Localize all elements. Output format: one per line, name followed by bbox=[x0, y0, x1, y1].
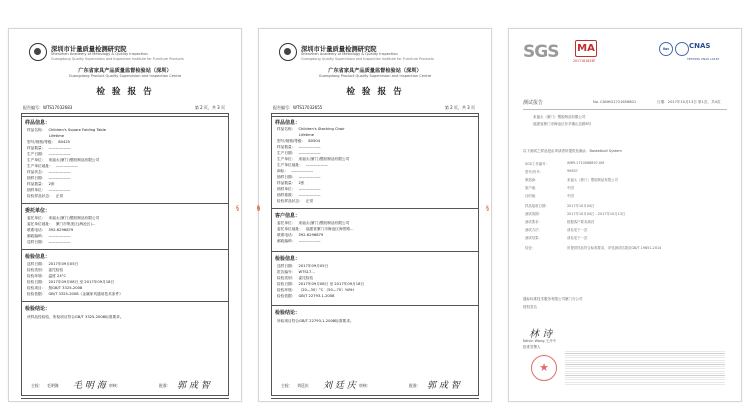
field-row: 样品数量： 2套 bbox=[27, 182, 55, 186]
institute-subtitle-en: Guangdong Quality Supervision and Inspection Institute for Furniture Products bbox=[301, 57, 434, 61]
field-row: 邮政编码： —————— bbox=[277, 239, 321, 243]
field-row: 生产单位地址： —————— bbox=[277, 163, 328, 167]
field-row: 抽样单位： —————— bbox=[27, 188, 71, 192]
field-row: Lifetime bbox=[299, 133, 314, 137]
institute-emblem-icon bbox=[279, 43, 297, 61]
field-value: 来福太（厦门）塑胶制品有限公司 bbox=[567, 178, 618, 182]
cma-number: 2017181833E bbox=[573, 59, 596, 63]
field-label: 结论： bbox=[525, 246, 536, 250]
field-label: 原产地： bbox=[525, 186, 539, 190]
field-row: 联系电话： 592-6296879 bbox=[27, 228, 74, 232]
report-page-chair bbox=[258, 28, 492, 402]
divider bbox=[271, 305, 479, 306]
table-border-right bbox=[228, 113, 229, 395]
sgs-logo: SGS bbox=[523, 42, 559, 62]
client-address: 福建省厦门市海沧区东孚镇山边路8号 bbox=[533, 122, 592, 126]
signer-label: 主检： bbox=[31, 383, 43, 388]
field-row: 检验环境： 温度 24°C bbox=[27, 274, 67, 278]
signatory-name: Kelvin Wang 王开中 bbox=[523, 339, 557, 343]
section-client-info: 委托单位： bbox=[25, 208, 51, 214]
field-row: 检验样品状态： 正常 bbox=[27, 194, 64, 198]
field-row: 委托单位地址： 福建省厦门市海沧区海景路... bbox=[277, 227, 354, 231]
mra-badge-icon bbox=[675, 42, 689, 56]
section-client-info: 客户信息： bbox=[275, 213, 301, 219]
signer-signature: 刘 廷 庆 bbox=[323, 381, 356, 391]
institute-name-en: Shenzhen Academy of Metrology & Quality Inspection bbox=[301, 52, 398, 56]
field-value: 2017年10月04日 - 2017年10月13日 bbox=[567, 212, 626, 216]
divider bbox=[271, 395, 479, 399]
signer-signature: 毛 明 海 bbox=[73, 381, 106, 391]
institute-name-cn: 深圳市计量质量检测研究院 bbox=[301, 46, 377, 53]
field-row: 样品数量： —————— bbox=[27, 146, 71, 150]
field-row: 送样日期： —————— bbox=[27, 240, 71, 244]
signatory-role: 批准签署人 bbox=[523, 345, 541, 349]
page-number: 第 2 页，共 3 页 bbox=[444, 105, 475, 110]
divider bbox=[271, 113, 479, 117]
field-row: 检验日期： 2017年09月08日 至 2017年09月18日 bbox=[277, 282, 365, 286]
field-row: 抽样基数： —————— bbox=[277, 193, 321, 197]
authorized-signature: 林 诗 bbox=[529, 329, 553, 340]
fine-print-terms bbox=[565, 351, 725, 385]
center-name-en: Guangdong Product Quality Supervision and Inspection Centre bbox=[68, 74, 182, 78]
field-row: 检验环境： （20—30）°C （50—70）%RH bbox=[277, 288, 354, 292]
table-border-left bbox=[21, 113, 22, 395]
field-row: 委托单位： 来福太(厦门)塑胶制品有限公司 bbox=[277, 221, 350, 225]
section-conclusion: 检验结论： bbox=[275, 310, 301, 316]
reviewer-label: 审核： bbox=[359, 383, 371, 388]
field-row: 抽样日期： —————— bbox=[27, 176, 71, 180]
field-row: 样品名称： Children's Stacking Chair bbox=[277, 127, 345, 131]
field-value: 2017年10月04日 bbox=[567, 204, 595, 208]
field-value: 所提供样品符合标准要求，详见测试结果页GB/T 19851-2014 bbox=[567, 246, 662, 250]
divider bbox=[271, 251, 479, 252]
field-value: 中国 bbox=[567, 186, 574, 190]
signer-name: 刘廷庆 bbox=[297, 383, 309, 388]
seam-seal-mark: § bbox=[486, 205, 489, 212]
field-value: 中国 bbox=[567, 194, 574, 198]
intro-text: 以下测试之样品是由申请者所提供及确认：Basketball System bbox=[523, 149, 622, 153]
cnas-logo: CNAS bbox=[689, 42, 711, 50]
client-name: 来福太（厦门）塑胶制品有限公司 bbox=[533, 115, 586, 119]
field-label: 测试方法： bbox=[525, 228, 542, 232]
center-name-cn: 广东省家具产品质量监督检验站（深圳） bbox=[328, 68, 422, 74]
field-row: 样品状态： —————— bbox=[27, 170, 71, 174]
institute-name-cn: 深圳市计量质量检测研究院 bbox=[51, 46, 127, 53]
report-page-sgs bbox=[508, 28, 742, 402]
company-name: 通标标准技术服务有限公司厦门分公司 bbox=[523, 297, 583, 301]
field-row: 委托单位： 来福太(厦门)塑胶制品有限公司 bbox=[27, 216, 100, 220]
reviewer-label: 审核： bbox=[109, 383, 121, 388]
divider bbox=[21, 301, 229, 302]
institute-subtitle-en: Guangdong Quality Supervision and Inspection Institute for Furniture Products bbox=[51, 57, 184, 61]
report-number: 报告编号：WTS17032655 bbox=[273, 105, 323, 110]
field-row: 生产单位地址： —————— bbox=[27, 164, 78, 168]
table-border-left bbox=[271, 113, 272, 395]
section-sample-info: 样品信息： bbox=[25, 120, 51, 126]
field-row: 检验类别： 委托检验 bbox=[277, 276, 314, 280]
center-name-cn: 广东省家具产品质量监督检验站（深圳） bbox=[78, 68, 172, 74]
signer-name: 毛明海 bbox=[47, 383, 59, 388]
institute-header bbox=[9, 43, 241, 65]
table-border-right bbox=[478, 113, 479, 395]
field-row: 送样日期： 2017年09月05日 bbox=[277, 264, 329, 268]
divider bbox=[271, 208, 479, 209]
field-row: 检验样品状态： 正常 bbox=[277, 199, 314, 203]
section-sample-info: 样品信息： bbox=[275, 120, 301, 126]
field-row: 送样日期： 2017年09月05日 bbox=[27, 262, 79, 266]
report-title: 检 验 报 告 bbox=[346, 87, 404, 97]
field-value: XMPL1710068897-XM bbox=[567, 161, 605, 165]
cma-mark: MA bbox=[575, 40, 597, 57]
field-row: 生产单位： 来福太(厦门)塑胶制品有限公司 bbox=[27, 158, 100, 162]
field-row: 型号/规格/等级： 80425 bbox=[27, 140, 71, 144]
field-row: 联系电话： 592-6296879 bbox=[277, 233, 324, 237]
field-row: 样品数量： —————— bbox=[277, 145, 321, 149]
center-name-en: Guangdong Product Quality Supervision and Inspection Centre bbox=[318, 74, 432, 78]
field-value: 根据客户要求测试 bbox=[567, 220, 595, 224]
field-label: 制造商： bbox=[525, 178, 539, 182]
divider bbox=[21, 113, 229, 117]
field-row: 型号/规格/等级： 80504 bbox=[277, 139, 321, 143]
field-label: SGS工作编号： bbox=[525, 162, 549, 166]
institute-emblem-icon bbox=[29, 43, 47, 61]
field-row: 报告编号： WTS17... bbox=[277, 270, 315, 274]
approver-label: 批准： bbox=[409, 383, 421, 388]
field-value: 请参见下一页 bbox=[567, 236, 588, 240]
field-row: 商标： —————— bbox=[277, 169, 314, 173]
report-number: 报告编号：WTS17032683 bbox=[23, 105, 73, 110]
institute-header bbox=[259, 43, 491, 65]
field-label: 样品接收日期： bbox=[525, 204, 549, 208]
conclusion-text: 所检项目符合GB/T 22793.1-2008标准要求。 bbox=[277, 319, 354, 323]
field-label: 型号/货号： bbox=[525, 170, 544, 174]
company-seal-icon: ★ bbox=[531, 355, 557, 381]
seam-seal-mark: § bbox=[236, 205, 239, 212]
signer-label: 主检： bbox=[281, 383, 293, 388]
page-number: 第 2 页，共 3 页 bbox=[194, 105, 225, 110]
report-number: No. CANHG1721656801 bbox=[593, 100, 637, 104]
field-row: 生产日期： —————— bbox=[27, 152, 71, 156]
field-row: 抽样单位： —————— bbox=[277, 187, 321, 191]
field-value: 请参见下一页 bbox=[567, 228, 588, 232]
field-row: 生产单位： 来福太(厦门)塑胶制品有限公司 bbox=[277, 157, 350, 161]
approver-label: 批准： bbox=[159, 383, 171, 388]
field-row: 检验项目： 按GB/T 3325-2008 bbox=[27, 286, 83, 290]
field-label: 测试周期： bbox=[525, 212, 542, 216]
signature-caption: 授权签名 bbox=[523, 305, 537, 309]
field-row: Lifetime bbox=[49, 134, 64, 138]
field-row: 抽样日期： —————— bbox=[277, 175, 321, 179]
field-row: 检验依据： GB/T 3325-2008《金属家具通用技术条件》 bbox=[27, 292, 123, 296]
conclusion-text: 该样品经检验，所检项目符合GB/T 3325-2008标准要求。 bbox=[27, 315, 124, 319]
field-row: 邮政编码： —————— bbox=[27, 234, 71, 238]
section-conclusion: 检验结论： bbox=[25, 306, 51, 312]
field-label: 目的地： bbox=[525, 194, 539, 198]
field-row: 检验依据： GB/T 22793.1-2008 bbox=[277, 294, 335, 298]
divider bbox=[21, 203, 229, 204]
field-row: 样品数量： 2张 bbox=[277, 181, 305, 185]
field-label: 测试结果： bbox=[525, 236, 542, 240]
section-test-info: 检验信息： bbox=[275, 256, 301, 262]
report-date: 日期：2017年10月13日 第1页，共4页 bbox=[657, 100, 721, 104]
divider bbox=[523, 109, 727, 110]
divider bbox=[21, 395, 229, 399]
field-row: 样品名称： Children's Square Folding Table bbox=[27, 128, 107, 132]
ilac-badge-icon: ilac bbox=[659, 42, 673, 56]
field-row: 检验类别： 委托检验 bbox=[27, 268, 64, 272]
approver-signature: 郭 成 智 bbox=[177, 381, 210, 391]
report-title: 检 验 报 告 bbox=[96, 87, 154, 97]
divider bbox=[21, 249, 229, 250]
section-test-info: 检验信息： bbox=[25, 254, 51, 260]
field-row: 生产日期： —————— bbox=[277, 151, 321, 155]
institute-name-en: Shenzhen Academy of Metrology & Quality Inspection bbox=[51, 52, 148, 56]
field-row: 检验日期： 2017年09月08日 至 2017年09月18日 bbox=[27, 280, 115, 284]
field-label: 测试要求： bbox=[525, 220, 542, 224]
field-row: 委托单位地址： 厦门市集美区(海沧区)... bbox=[27, 222, 96, 226]
report-title: 测试报告 bbox=[523, 100, 544, 106]
report-page-table bbox=[8, 28, 242, 402]
approver-signature: 郭 成 智 bbox=[427, 381, 460, 391]
cnas-number: TESTING CNAS L0167 bbox=[687, 57, 720, 61]
seam-seal-mark: § bbox=[257, 205, 260, 212]
field-value: 90637 bbox=[567, 169, 578, 173]
